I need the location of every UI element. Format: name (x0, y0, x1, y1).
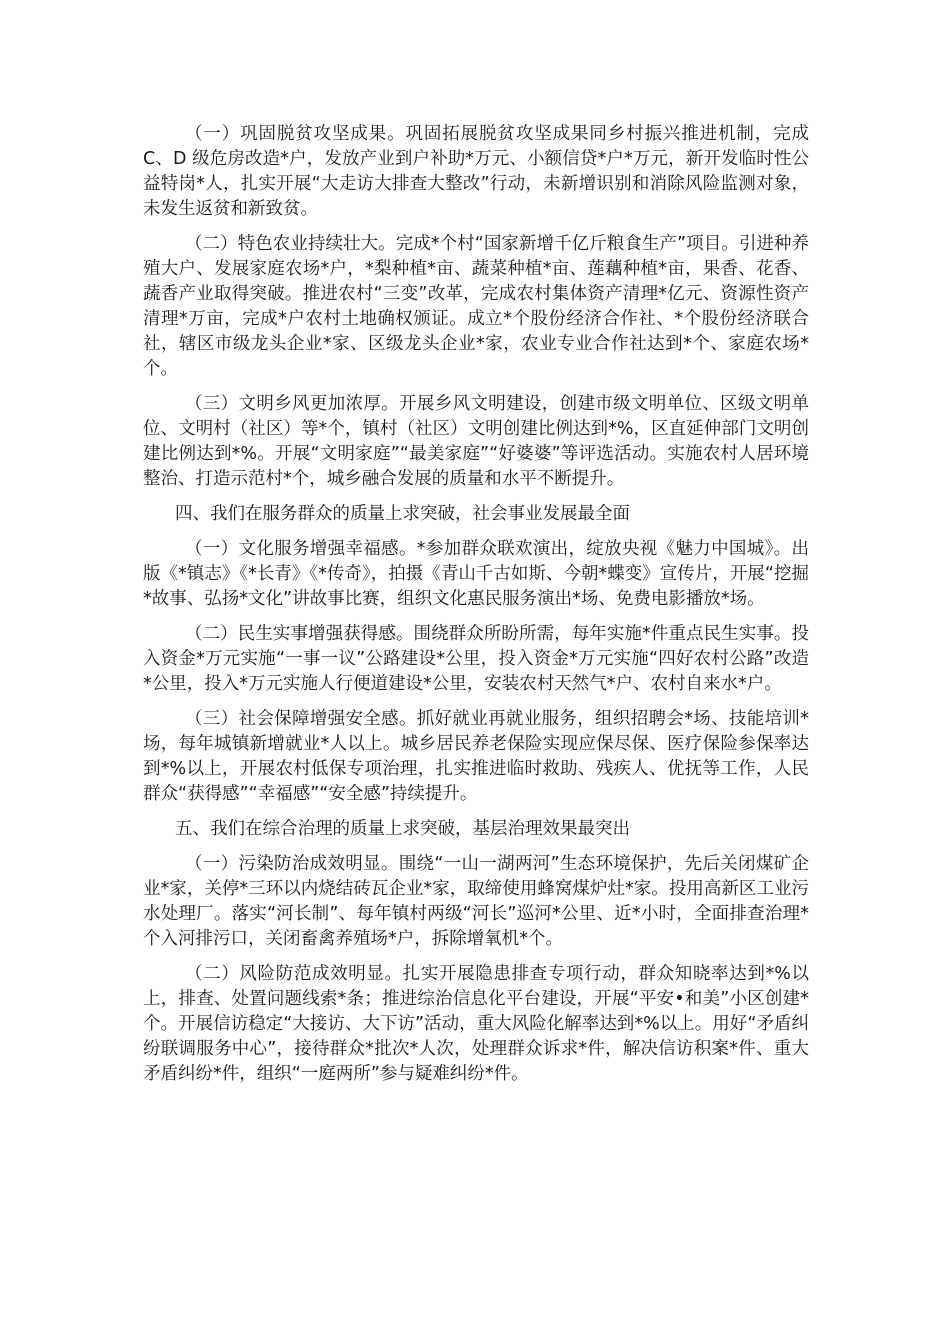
paragraph-poverty-alleviation: （一）巩固脱贫攻坚成果。巩固拓展脱贫攻坚成果同乡村振兴推进机制，完成 C、D 级危房改造*户，发放产业到户补助*万元、小额信贷*户*万元，新开发临时性公益特岗*人，扎实开展“大走访大排查大整改”行动，未新增识别和消除风险监测对象，未发生返贫和新致贫。 (143, 124, 809, 219)
paragraph-social-security: （三）社会保障增强安全感。抓好就业再就业服务，组织招聘会*场、技能培训*场，每年城镇新增就业*人以上。城乡居民养老保险实现应保尽保、医疗保险参保率达到*%以上，开展农村低保专项治理，扎实推进临时救助、残疾人、优抚等工作，人民群众“获得感”“幸福感”“安全感”持续提升。 (143, 709, 809, 804)
section-heading-five: 五、我们在综合治理的质量上求突破，基层治理效果最突出 (175, 819, 630, 839)
paragraph-culture-services: （一）文化服务增强幸福感。*参加群众联欢演出，绽放央视《魅力中国城》。出版《*镇志》《*长青》《*传奇》，拍摄《青山千古如斯、今朝*蝶变》宣传片，开展“挖掘*故事、弘扬*文化”讲故事比赛，组织文化惠民服务演出*场、免费电影播放*场。 (143, 539, 809, 609)
section-heading-four: 四、我们在服务群众的质量上求突破，社会事业发展最全面 (175, 504, 630, 524)
paragraph-pollution-control: （一）污染防治成效明显。围绕“一山一湖两河”生态环境保护，先后关闭煤矿企业*家，关停*三环以内烧结砖瓦企业*家，取缔使用蜂窝煤炉灶*家。投用高新区工业污水处理厂。落实“河长制”、每年镇村两级“河长”巡河*公里、近*小时，全面排查治理*个入河排污口，关闭畜禽养殖场*户，拆除增氧机*个。 (143, 854, 809, 949)
paragraph-livelihood: （二）民生实事增强获得感。围绕群众所盼所需，每年实施*件重点民生实事。投入资金*万元实施“一事一议”公路建设*公里，投入资金*万元实施“四好农村公路”改造*公里，投入*万元实施人行便道建设*公里，安装农村天然气*户、农村自来水*户。 (143, 624, 809, 694)
document-page (143, 122, 809, 1097)
paragraph-risk-prevention: （二）风险防范成效明显。扎实开展隐患排查专项行动，群众知晓率达到*%以上，排查、处置问题线索*条；推进综治信息化平台建设，开展“平安•和美”小区创建*个。开展信访稳定“大接访、大下访”活动，重大风险化解率达到*%以上。用好“矛盾纠纷联调服务中心”，接待群众*批次*人次，处理群众诉求*件，解决信访积案*件、重大矛盾纠纷*件，组织“一庭两所”参与疑难纠纷*件。 (143, 964, 809, 1084)
paragraph-civilization: （三）文明乡风更加浓厚。开展乡风文明建设，创建市级文明单位、区级文明单位、文明村（社区）等*个，镇村（社区）文明创建比例达到*%，区直延伸部门文明创建比例达到*%。开展“文明家庭”“最美家庭”“好婆婆”等评选活动。实施农村人居环境整治、打造示范村*个，城乡融合发展的质量和水平不断提升。 (143, 394, 809, 489)
paragraph-agriculture: （二）特色农业持续壮大。完成*个村“国家新增千亿斤粮食生产”项目。引进种养殖大户、发展家庭农场*户，*梨种植*亩、蔬菜种植*亩、莲藕种植*亩，果香、花香、蔬香产业取得突破。推进农村“三变”改革，完成农村集体资产清理*亿元、资源性资产清理*万亩，完成*户农村土地确权颁证。成立*个股份经济合作社、*个股份经济联合社，辖区市级龙头企业*家、区级龙头企业*家，农业专业合作社达到*个、家庭农场*个。 (143, 234, 809, 379)
